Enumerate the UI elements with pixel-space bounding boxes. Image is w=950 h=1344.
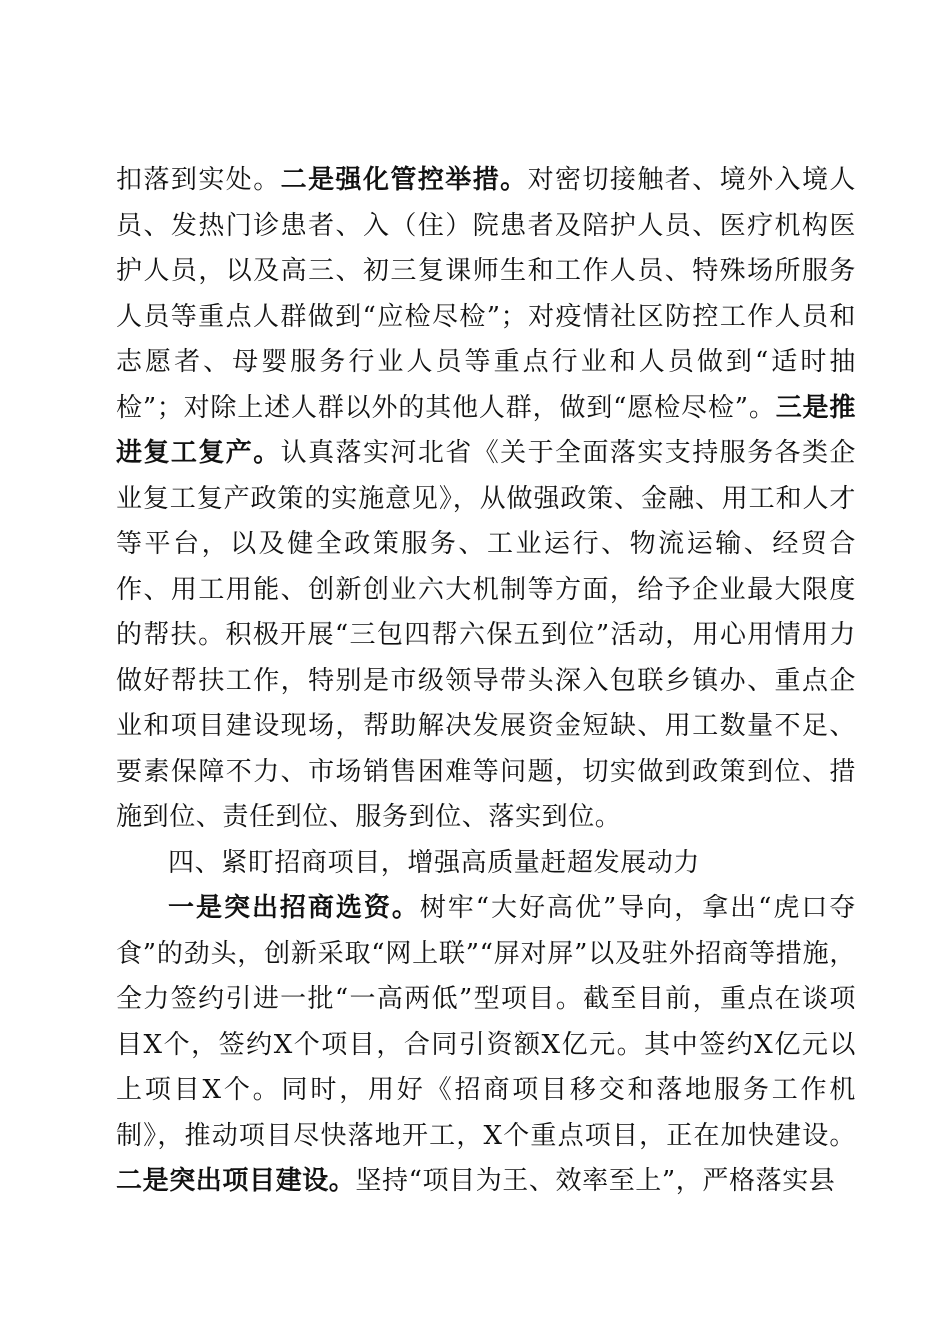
bold-lead-resume-production: 三是推进复工复产。 xyxy=(116,392,856,468)
paragraph-text: 坚持“项目为王、效率至上”，严格落实县 xyxy=(355,1166,836,1196)
paragraph-text: 树牢“大好高优”导向，拿出“虎口夺食”的劲头，创新采取“网上联”“屏对屏”以及驻外招商等措施，全力签约引进一批“一高两低”型项目。截至目前，重点在谈项目X个，签约X个项目，合同引资额X亿元。其中签约X亿元以上项目X个。同时，用好《招商项目移交和落地服务工作机制》，推动项目尽快落地开工，X个重点项目，正在加快建设。 xyxy=(116,893,856,1151)
bold-lead-strengthen-control: 二是强化管控举措。 xyxy=(280,165,528,195)
bold-lead-investment: 一是突出招商选资。 xyxy=(168,893,420,923)
section-heading-4: 四、紧盯招商项目，增强高质量赶超发展动力 xyxy=(168,847,701,878)
paragraph-text: 扣落到实处。 xyxy=(116,165,281,195)
paragraph-text: 认真落实河北省《关于全面落实支持服务各类企业复工复产政策的实施意见》，从做强政策、金融、用工和人才等平台，以及健全政策服务、工业运行、物流运输、经贸合作、用工用能、创新创业六大机制等方面，给予企业最大限度的帮扶。积极开展“三包四帮六保五到位”活动，用心用情用力做好帮扶工作，特别是市级领导带头深入包联乡镇办、重点企业和项目建设现场，帮助解决发展资金短缺、用工数量不足、要素保障不力、市场销售困难等问题，切实做到政策到位、措施到位、责任到位、服务到位、落实到位。 xyxy=(116,438,856,832)
paragraph-investment xyxy=(116,886,856,1205)
document-body xyxy=(116,158,856,1205)
paragraph-text: 对密切接触者、境外入境人员、发热门诊患者、入（住）院患者及陪护人员、医疗机构医护人员，以及高三、初三复课师生和工作人员、特殊场所服务人员等重点人群做到“应检尽检”；对疫情社区防控工作人员和志愿者、母婴服务行业人员等重点行业和人员做到“适时抽检”；对除上述人群以外的其他人群，做到“愿检尽检”。 xyxy=(116,165,857,423)
bold-lead-project-construction: 二是突出项目建设。 xyxy=(116,1166,356,1196)
paragraph-epidemic-control xyxy=(116,158,856,841)
